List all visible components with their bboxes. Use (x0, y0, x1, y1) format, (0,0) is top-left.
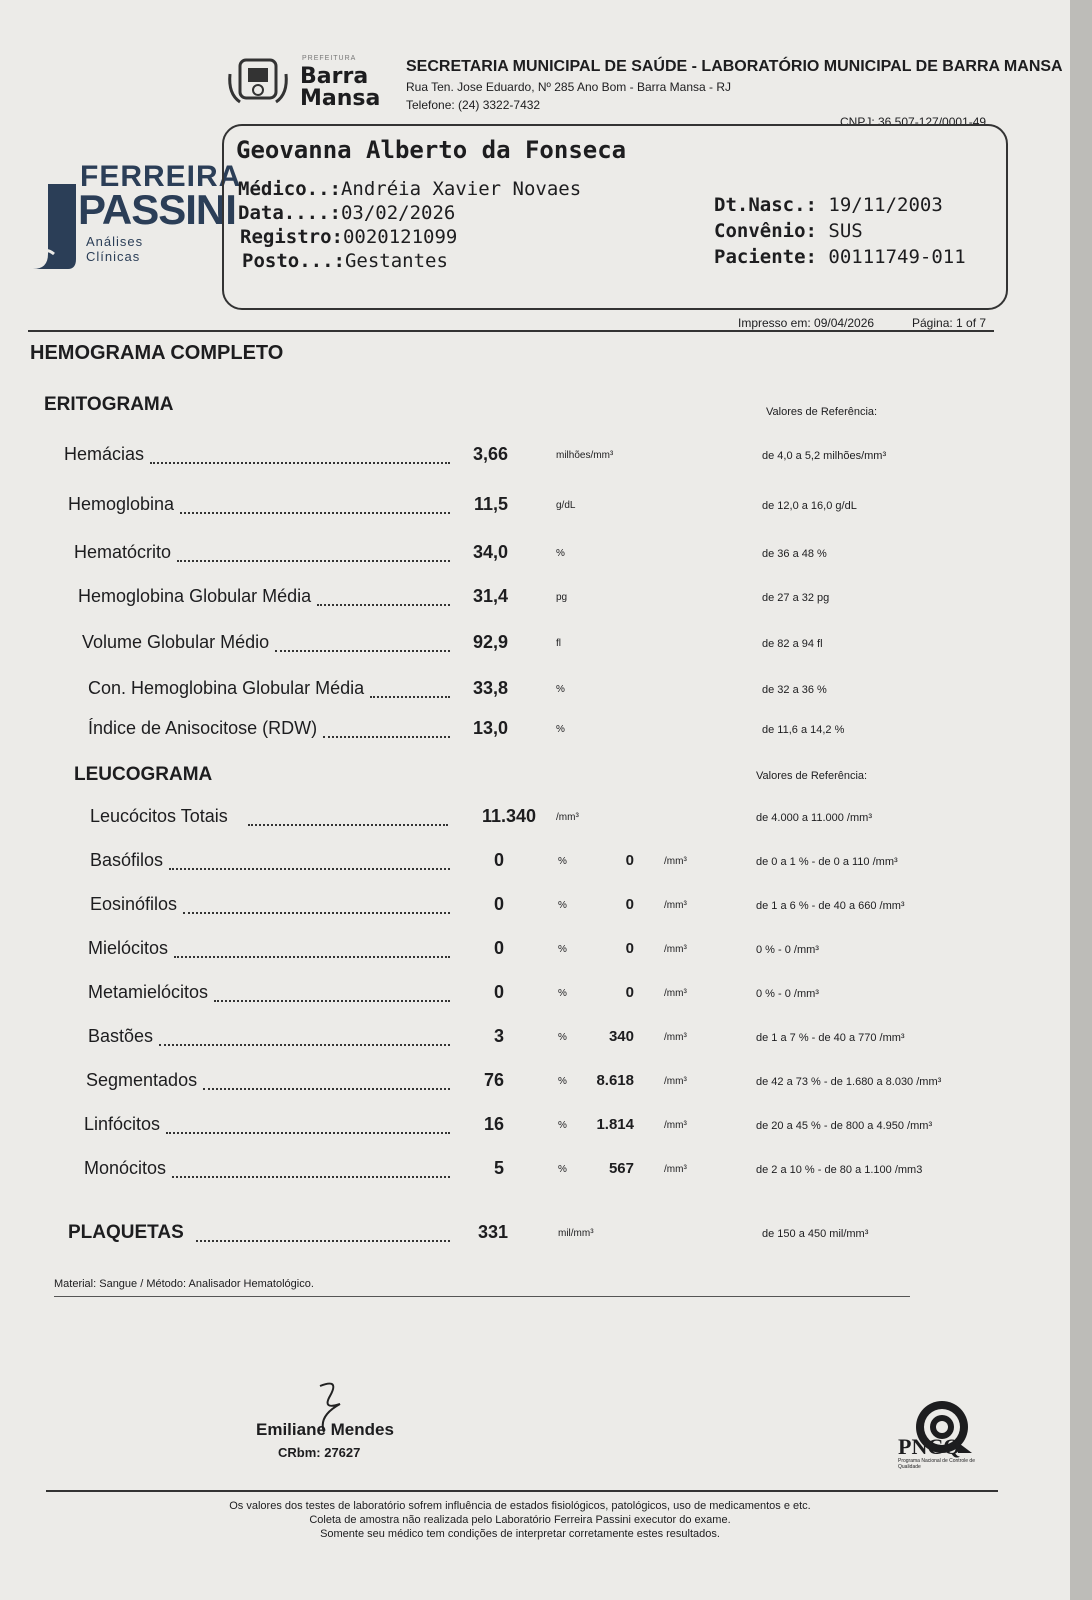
dot-leader (180, 512, 450, 514)
eritograma-row (0, 632, 1070, 662)
test-name: Hemoglobina Globular Média (78, 586, 312, 606)
test-name: Basófilos (90, 850, 164, 870)
dot-leader (150, 462, 450, 464)
dot-leader (172, 1176, 450, 1178)
test-percent: 76 (483, 1070, 504, 1090)
leucograma-row (0, 1026, 1070, 1056)
test-value: 11.340 (481, 806, 536, 826)
test-reference: de 11,6 a 14,2 % (762, 724, 845, 736)
dtnasc-row (714, 194, 943, 216)
test-unit: % (556, 724, 565, 735)
secretaria-title: SECRETARIA MUNICIPAL DE SAÚDE - LABORATÓRIO MUNICIPAL DE BARRA MANSA (406, 58, 1063, 75)
city-name-line2: Mansa (300, 86, 381, 111)
test-reference: de 42 a 73 % - de 1.680 a 8.030 /mm³ (756, 1076, 942, 1088)
posto-label: Posto...: (242, 250, 345, 272)
material-method: Material: Sangue / Método: Analisador Hematológico. (54, 1278, 314, 1290)
leucograma-title: LEUCOGRAMA (74, 764, 213, 785)
prefeitura-label: PREFEITURA (302, 55, 357, 62)
test-reference: de 0 a 1 % - de 0 a 110 /mm³ (756, 856, 898, 868)
eritograma-title: ERITOGRAMA (44, 394, 174, 415)
leucograma-row (0, 1158, 1070, 1188)
test-reference: 0 % - 0 /mm³ (756, 944, 819, 956)
test-value: 11,5 (473, 494, 508, 514)
test-percent: 0 (493, 938, 504, 958)
test-reference: de 150 a 450 mil/mm³ (762, 1228, 869, 1240)
percent-unit: % (558, 1120, 567, 1131)
test-absolute: 1.814 (596, 1116, 634, 1133)
test-value: 34,0 (472, 542, 508, 562)
absolute-unit: /mm³ (664, 856, 687, 867)
test-reference: de 4.000 a 11.000 /mm³ (756, 812, 872, 824)
test-name: Segmentados (86, 1070, 198, 1090)
leucograma-row (0, 850, 1070, 880)
background-papers (1070, 0, 1092, 1600)
test-name: Volume Globular Médio (82, 632, 270, 652)
leucocitos-row (0, 806, 1070, 836)
lab-logo-icon (28, 174, 78, 274)
test-percent: 0 (493, 894, 504, 914)
dot-leader (159, 1044, 450, 1046)
registro-row (240, 226, 457, 248)
test-unit: g/dL (556, 500, 576, 511)
percent-unit: % (558, 1032, 567, 1043)
test-reference: de 20 a 45 % - de 800 a 4.950 /mm³ (756, 1120, 933, 1132)
dot-leader (317, 604, 450, 606)
test-percent: 0 (493, 982, 504, 1002)
test-reference: de 36 a 48 % (762, 548, 827, 560)
percent-unit: % (558, 1076, 567, 1087)
city-name-line1: Barra (300, 64, 369, 89)
eritograma-row (0, 444, 1070, 474)
eritograma-row (0, 494, 1070, 524)
test-name: Hemoglobina (68, 494, 175, 514)
absolute-unit: /mm³ (664, 1120, 687, 1131)
test-name: Leucócitos Totais (90, 806, 228, 826)
test-unit: /mm³ (556, 812, 579, 823)
pncq-subtitle: Programa Nacional de Controle de Qualidade (898, 1458, 975, 1470)
convenio-value: SUS (828, 220, 863, 242)
lab-phone: Telefone: (24) 3322-7432 (406, 98, 541, 112)
test-name: Monócitos (84, 1158, 167, 1178)
test-reference: de 2 a 10 % - de 80 a 1.100 /mm3 (756, 1164, 923, 1176)
absolute-unit: /mm³ (664, 1076, 687, 1087)
test-reference: 0 % - 0 /mm³ (756, 988, 819, 1000)
pncq-label: PNCQ (898, 1434, 961, 1459)
dot-leader (166, 1132, 450, 1134)
dot-leader (196, 1240, 450, 1242)
paciente-value: 00111749-011 (828, 246, 966, 268)
dot-leader (323, 736, 450, 738)
printed-date: Impresso em: 09/04/2026 (738, 316, 875, 330)
test-absolute: 0 (625, 896, 634, 913)
material-divider (54, 1296, 910, 1297)
percent-unit: % (558, 856, 567, 867)
test-unit: fl (556, 638, 561, 649)
test-percent: 3 (493, 1026, 504, 1046)
dot-leader (169, 868, 450, 870)
leucograma-row (0, 938, 1070, 968)
eritograma-ref-header: Valores de Referência: (766, 406, 878, 418)
dot-leader (203, 1088, 450, 1090)
data-value: 03/02/2026 (340, 202, 456, 224)
exam-title: HEMOGRAMA COMPLETO (30, 342, 284, 364)
dot-leader (275, 650, 450, 652)
footer-line-1: Os valores dos testes de laboratório sofrem influência de estados fisiológicos, patológicos, uso de medicamentos e etc. (229, 1500, 811, 1512)
test-absolute: 0 (625, 984, 634, 1001)
lab-name-line1: FERREIRA (80, 160, 242, 193)
registro-label: Registro: (240, 226, 343, 248)
dot-leader (177, 560, 450, 562)
test-absolute: 8.618 (596, 1072, 634, 1089)
percent-unit: % (558, 988, 567, 999)
dtnasc-value: 19/11/2003 (828, 194, 943, 216)
percent-unit: % (558, 1164, 567, 1175)
test-reference: de 1 a 6 % - de 40 a 660 /mm³ (756, 900, 905, 912)
posto-row (242, 250, 448, 272)
test-value: 33,8 (472, 678, 508, 698)
test-absolute: 0 (625, 940, 634, 957)
test-name: Hemácias (64, 444, 145, 464)
test-unit: pg (556, 592, 568, 603)
test-value: 92,9 (472, 632, 508, 652)
plaquetas-row (0, 1222, 1070, 1252)
absolute-unit: /mm³ (664, 944, 687, 955)
test-value: 331 (477, 1222, 508, 1242)
test-unit: % (556, 548, 565, 559)
test-reference: de 4,0 a 5,2 milhões/mm³ (762, 450, 887, 462)
test-reference: de 1 a 7 % - de 40 a 770 /mm³ (756, 1032, 905, 1044)
test-reference: de 27 a 32 pg (762, 592, 830, 604)
test-reference: de 32 a 36 % (762, 684, 827, 696)
medico-row (238, 178, 581, 200)
medico-value: Andréia Xavier Novaes (340, 178, 582, 200)
absolute-unit: /mm³ (664, 988, 687, 999)
lab-address: Rua Ten. Jose Eduardo, Nº 285 Ano Bom - Barra Mansa - RJ (406, 80, 731, 94)
percent-unit: % (558, 944, 567, 955)
test-name: Eosinófilos (90, 894, 178, 914)
eritograma-row (0, 678, 1070, 708)
eritograma-row (0, 586, 1070, 616)
test-name: Mielócitos (88, 938, 169, 958)
convenio-row (714, 220, 863, 242)
city-name (300, 66, 380, 110)
leucograma-row (0, 982, 1070, 1012)
cnpj: CNPJ: 36.507-127/0001-49 (840, 115, 987, 129)
test-unit: % (556, 684, 565, 695)
dot-leader (370, 696, 450, 698)
test-absolute: 567 (608, 1160, 634, 1177)
test-name: Hematócrito (74, 542, 172, 562)
test-absolute: 340 (608, 1028, 634, 1045)
lab-name-line2: PASSINI (78, 186, 236, 233)
paciente-label: Paciente: (714, 246, 817, 268)
dot-leader (183, 912, 450, 914)
dot-leader (214, 1000, 450, 1002)
test-reference: de 12,0 a 16,0 g/dL (762, 500, 857, 512)
footer-divider (46, 1490, 998, 1492)
city-coat-of-arms-icon (226, 54, 290, 106)
signer-name: Emiliane Mendes (256, 1420, 394, 1439)
absolute-unit: /mm³ (664, 1032, 687, 1043)
test-reference: de 82 a 94 fl (762, 638, 823, 650)
data-label: Data....: (238, 202, 341, 224)
patient-name: Geovanna Alberto da Fonseca (236, 136, 627, 164)
test-name: Con. Hemoglobina Globular Média (88, 678, 365, 698)
leucograma-row (0, 1070, 1070, 1100)
test-unit: mil/mm³ (558, 1228, 594, 1239)
dtnasc-label: Dt.Nasc.: (714, 194, 817, 216)
test-value: 3,66 (472, 444, 508, 464)
test-percent: 5 (493, 1158, 504, 1178)
leucograma-row (0, 1114, 1070, 1144)
footer-line-2: Coleta de amostra não realizada pelo Laboratório Ferreira Passini executor do exame. (309, 1514, 731, 1526)
test-unit: milhões/mm³ (556, 450, 614, 461)
absolute-unit: /mm³ (664, 1164, 687, 1175)
dot-leader (248, 824, 448, 826)
eritograma-row (0, 542, 1070, 572)
test-name: Bastões (88, 1026, 154, 1046)
paciente-row (714, 246, 966, 268)
leucograma-ref-header: Valores de Referência: (756, 770, 868, 782)
medico-label: Médico..: (238, 178, 341, 200)
test-name: PLAQUETAS (68, 1222, 184, 1243)
convenio-label: Convênio: (714, 220, 817, 242)
test-value: 31,4 (472, 586, 508, 606)
absolute-unit: /mm³ (664, 900, 687, 911)
test-percent: 16 (483, 1114, 504, 1134)
test-absolute: 0 (625, 852, 634, 869)
test-name: Linfócitos (84, 1114, 161, 1134)
data-row (238, 202, 455, 224)
eritograma-row (0, 718, 1070, 748)
registro-value: 0020121099 (342, 226, 458, 248)
test-name: Metamielócitos (88, 982, 209, 1002)
footer-line-3: Somente seu médico tem condições de interpretar corretamente estes resultados. (320, 1528, 720, 1540)
posto-value: Gestantes (344, 250, 448, 272)
percent-unit: % (558, 900, 567, 911)
header-divider (28, 330, 994, 332)
leucograma-row (0, 894, 1070, 924)
test-value: 13,0 (472, 718, 508, 738)
test-percent: 0 (493, 850, 504, 870)
test-name: Índice de Anisocitose (RDW) (88, 718, 318, 738)
page-number: Página: 1 of 7 (912, 316, 987, 330)
signer-crbm: CRbm: 27627 (278, 1445, 361, 1460)
lab-subtitle: Análises Clínicas (86, 234, 144, 264)
dot-leader (174, 956, 450, 958)
